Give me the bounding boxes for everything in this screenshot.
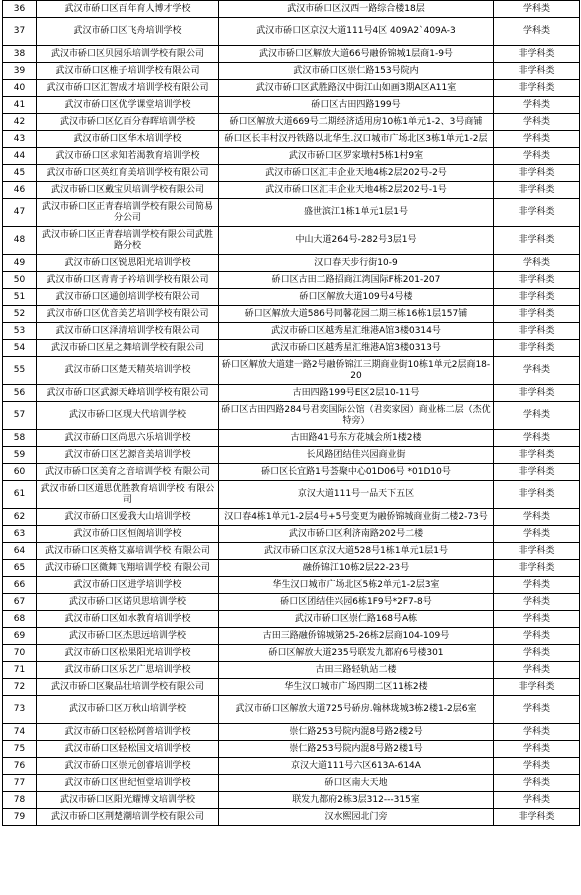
category-cell: 非学科类 <box>494 199 580 227</box>
row-number-cell: 75 <box>3 741 37 758</box>
row-number-cell: 74 <box>3 724 37 741</box>
address-cell: 武汉市硚口区汉西一路综合楼18层 <box>219 1 494 18</box>
school-name-cell: 武汉市硚口区聚品壮培训学校有限公司 <box>37 679 219 696</box>
row-number-cell: 37 <box>3 18 37 46</box>
category-cell: 学科类 <box>494 430 580 447</box>
school-name-cell: 武汉市硚口区亿百分春晖培训学校 <box>37 114 219 131</box>
category-cell: 学科类 <box>494 594 580 611</box>
school-name-cell: 武汉市硚口区爱我大山培训学校 <box>37 509 219 526</box>
school-name-cell: 武汉市硚口区锐思阳光培训学校 <box>37 255 219 272</box>
school-name-cell: 武汉市硚口区阳光耀博文培训学校 <box>37 792 219 809</box>
address-cell: 硚口区解放大道586号同馨花园二期三栋16栋1层157铺 <box>219 306 494 323</box>
school-name-cell: 武汉市硚口区星之舞培训学校有限公司 <box>37 340 219 357</box>
category-cell: 学科类 <box>494 662 580 679</box>
school-name-cell: 武汉市硚口区崇元创睿培训学校 <box>37 758 219 775</box>
address-cell: 联发九都府2栋3层312---315室 <box>219 792 494 809</box>
row-number-cell: 54 <box>3 340 37 357</box>
school-name-cell: 武汉市硚口区正青春培训学校有限公司简易分公司 <box>37 199 219 227</box>
school-name-cell: 武汉市硚口区华木培训学校 <box>37 131 219 148</box>
row-number-cell: 66 <box>3 577 37 594</box>
address-cell: 武汉市硚口区崇仁路153号院内 <box>219 63 494 80</box>
address-cell: 武汉市硚口区罗家墩村5栋1村9室 <box>219 148 494 165</box>
table-row <box>3 696 580 724</box>
address-cell: 硚口区团结佳兴园6栋1F9号*2F7-8号 <box>219 594 494 611</box>
school-name-cell: 武汉市硚口区优学课堂培训学校 <box>37 97 219 114</box>
row-number-cell: 48 <box>3 227 37 255</box>
category-cell: 学科类 <box>494 628 580 645</box>
table-row <box>3 114 580 131</box>
address-cell: 华生汉口城市广场北区5栋2单元1-2层3室 <box>219 577 494 594</box>
address-cell: 古田路41号东方花城会所1楼2楼 <box>219 430 494 447</box>
category-cell: 非学科类 <box>494 46 580 63</box>
table-row <box>3 18 580 46</box>
category-cell: 学科类 <box>494 114 580 131</box>
row-number-cell: 69 <box>3 628 37 645</box>
row-number-cell: 73 <box>3 696 37 724</box>
category-cell: 学科类 <box>494 792 580 809</box>
row-number-cell: 63 <box>3 526 37 543</box>
table-row <box>3 628 580 645</box>
category-cell: 学科类 <box>494 724 580 741</box>
address-cell: 武汉市硚口区武胜路汉中街江山如画3期A区A11室 <box>219 80 494 97</box>
address-cell: 长风路团结佳兴园商业街 <box>219 447 494 464</box>
table-row <box>3 560 580 577</box>
category-cell: 非学科类 <box>494 227 580 255</box>
category-cell: 学科类 <box>494 357 580 385</box>
school-name-cell: 武汉市硚口区乐艺广思培训学校 <box>37 662 219 679</box>
table-row <box>3 526 580 543</box>
address-cell: 古田三路融侨锦城第25-26栋2层商104-109号 <box>219 628 494 645</box>
table-row <box>3 481 580 509</box>
category-cell: 非学科类 <box>494 306 580 323</box>
row-number-cell: 78 <box>3 792 37 809</box>
row-number-cell: 47 <box>3 199 37 227</box>
table-row <box>3 385 580 402</box>
category-cell: 学科类 <box>494 148 580 165</box>
school-name-cell: 武汉市硚口区求知若渴教育培训学校 <box>37 148 219 165</box>
row-number-cell: 64 <box>3 543 37 560</box>
row-number-cell: 38 <box>3 46 37 63</box>
category-cell: 学科类 <box>494 526 580 543</box>
table-row <box>3 357 580 385</box>
category-cell: 学科类 <box>494 131 580 148</box>
table-row <box>3 809 580 826</box>
category-cell: 学科类 <box>494 97 580 114</box>
category-cell: 非学科类 <box>494 481 580 509</box>
school-name-cell: 武汉市硚口区汇智成才培训学校有限公司 <box>37 80 219 97</box>
school-name-cell: 武汉市硚口区楚天精英培训学校 <box>37 357 219 385</box>
row-number-cell: 65 <box>3 560 37 577</box>
row-number-cell: 44 <box>3 148 37 165</box>
school-name-cell: 武汉市硚口区杰思远培训学校 <box>37 628 219 645</box>
category-cell: 学科类 <box>494 577 580 594</box>
address-cell: 武汉市硚口区越秀星汇维港A馆3楼0313号 <box>219 340 494 357</box>
table-row <box>3 272 580 289</box>
table-row <box>3 447 580 464</box>
row-number-cell: 72 <box>3 679 37 696</box>
category-cell: 非学科类 <box>494 340 580 357</box>
row-number-cell: 56 <box>3 385 37 402</box>
category-cell: 非学科类 <box>494 80 580 97</box>
table-row <box>3 741 580 758</box>
row-number-cell: 79 <box>3 809 37 826</box>
table-row <box>3 775 580 792</box>
table-row <box>3 131 580 148</box>
address-cell: 硚口区古田四路284号君奕国际公馆（君奕家园）商业栋二层（杰优特旁） <box>219 402 494 430</box>
school-name-cell: 武汉市硚口区如水教育培训学校 <box>37 611 219 628</box>
row-number-cell: 62 <box>3 509 37 526</box>
table-row <box>3 430 580 447</box>
row-number-cell: 70 <box>3 645 37 662</box>
row-number-cell: 67 <box>3 594 37 611</box>
category-cell: 非学科类 <box>494 165 580 182</box>
school-name-cell: 武汉市硚口区松果阳光培训学校 <box>37 645 219 662</box>
school-name-cell: 武汉市硚口区泽清培训学校有限公司 <box>37 323 219 340</box>
category-cell: 非学科类 <box>494 543 580 560</box>
table-row <box>3 80 580 97</box>
school-name-cell: 武汉市硚口区世纪恒堂培训学校 <box>37 775 219 792</box>
address-cell: 古田三路轻轨站二楼 <box>219 662 494 679</box>
row-number-cell: 58 <box>3 430 37 447</box>
address-cell: 武汉市硚口区汇丰企业天地4栋2层202号-2号 <box>219 165 494 182</box>
school-name-cell: 武汉市硚口区百年育人博才学校 <box>37 1 219 18</box>
category-cell: 非学科类 <box>494 809 580 826</box>
row-number-cell: 53 <box>3 323 37 340</box>
row-number-cell: 57 <box>3 402 37 430</box>
school-name-cell: 武汉市硚口区优音美艺培训学校有限公司 <box>37 306 219 323</box>
address-cell: 硚口区解放大道109号4号楼 <box>219 289 494 306</box>
table-row <box>3 402 580 430</box>
row-number-cell: 71 <box>3 662 37 679</box>
row-number-cell: 77 <box>3 775 37 792</box>
address-cell: 武汉市硚口区京汉大道528号1栋1单元1层1号 <box>219 543 494 560</box>
category-cell: 非学科类 <box>494 679 580 696</box>
school-name-cell: 武汉市硚口区飞舟培训学校 <box>37 18 219 46</box>
table-row <box>3 306 580 323</box>
table-row <box>3 227 580 255</box>
address-cell: 武汉市硚口区利济南路202号二楼 <box>219 526 494 543</box>
table-row <box>3 165 580 182</box>
table-row <box>3 1 580 18</box>
row-number-cell: 39 <box>3 63 37 80</box>
table-row <box>3 148 580 165</box>
school-name-cell: 武汉市硚口区英格艾嘉培训学校 有限公司 <box>37 543 219 560</box>
row-number-cell: 43 <box>3 131 37 148</box>
address-cell: 硚口区解放大道669号二期经济适用房10栋1单元1-2、3号商铺 <box>219 114 494 131</box>
row-number-cell: 40 <box>3 80 37 97</box>
category-cell: 非学科类 <box>494 272 580 289</box>
table-row <box>3 679 580 696</box>
table-row <box>3 509 580 526</box>
table-row <box>3 255 580 272</box>
table-row <box>3 199 580 227</box>
table-row <box>3 724 580 741</box>
address-cell: 武汉市硚口区解放大道725号硚房.翰林珑城3栋2楼1-2层6室 <box>219 696 494 724</box>
school-name-cell: 武汉市硚口区戴宝贝培训学校有限公司 <box>37 182 219 199</box>
schools-table-body <box>3 1 580 826</box>
school-name-cell: 武汉市硚口区英红育美培训学校有限公司 <box>37 165 219 182</box>
address-cell: 盛世滨江1栋1单元1层1号 <box>219 199 494 227</box>
school-name-cell: 武汉市硚口区轻松国文培训学校 <box>37 741 219 758</box>
address-cell: 汉水熙园北门旁 <box>219 809 494 826</box>
address-cell: 武汉市硚口区崇仁路168号A栋 <box>219 611 494 628</box>
address-cell: 汉口春天步行街10-9 <box>219 255 494 272</box>
school-name-cell: 武汉市硚口区微舞飞翔培训学校 有限公司 <box>37 560 219 577</box>
category-cell: 非学科类 <box>494 63 580 80</box>
row-number-cell: 61 <box>3 481 37 509</box>
school-name-cell: 武汉市硚口区道思优胜教育培训学校 有限公司 <box>37 481 219 509</box>
category-cell: 非学科类 <box>494 385 580 402</box>
address-cell: 汉口春4栋1单元1-2层4号+5号变更为融侨锦城商业街二楼2-73号 <box>219 509 494 526</box>
row-number-cell: 59 <box>3 447 37 464</box>
address-cell: 崇仁路253号院内混8号路2楼2号 <box>219 724 494 741</box>
school-name-cell: 武汉市硚口区万秋山培训学校 <box>37 696 219 724</box>
category-cell: 非学科类 <box>494 464 580 481</box>
school-name-cell: 武汉市硚口区进学培训学校 <box>37 577 219 594</box>
category-cell: 非学科类 <box>494 447 580 464</box>
address-cell: 崇仁路253号院内混8号路2楼1号 <box>219 741 494 758</box>
table-row <box>3 662 580 679</box>
school-name-cell: 武汉市硚口区武源天峰培训学校有限公司 <box>37 385 219 402</box>
category-cell: 学科类 <box>494 775 580 792</box>
address-cell: 硚口区解放大道建一路2号融侨锦江三期商业街10栋1单元2层商18-20 <box>219 357 494 385</box>
row-number-cell: 41 <box>3 97 37 114</box>
school-name-cell: 武汉市硚口区恒阁培训学校 <box>37 526 219 543</box>
address-cell: 硚口区古田二路招商江湾国际F栋201-207 <box>219 272 494 289</box>
address-cell: 武汉市硚口区京汉大道111号4区 409A2`409A-3 <box>219 18 494 46</box>
row-number-cell: 46 <box>3 182 37 199</box>
school-name-cell: 武汉市硚口区椎子培训学校有限公司 <box>37 63 219 80</box>
address-cell: 硚口区长宜路1号荟聚中心01D06号 *01D10号 <box>219 464 494 481</box>
table-row <box>3 182 580 199</box>
school-name-cell: 武汉市硚口区贝园乐培训学校有限公司 <box>37 46 219 63</box>
category-cell: 学科类 <box>494 645 580 662</box>
table-row <box>3 594 580 611</box>
school-name-cell: 武汉市硚口区轻松阿普培训学校 <box>37 724 219 741</box>
address-cell: 京汉大道111号六区613A-614A <box>219 758 494 775</box>
address-cell: 硚口区长丰村汉丹铁路以北华生.汉口城市广场北区3栋1单元1-2层 <box>219 131 494 148</box>
category-cell: 学科类 <box>494 758 580 775</box>
school-name-cell: 武汉市硚口区青青子衿培训学校有限公司 <box>37 272 219 289</box>
address-cell: 古田四路199号E区2层10-11号 <box>219 385 494 402</box>
category-cell: 学科类 <box>494 18 580 46</box>
address-cell: 融侨锦江10栋2层22-23号 <box>219 560 494 577</box>
row-number-cell: 49 <box>3 255 37 272</box>
row-number-cell: 55 <box>3 357 37 385</box>
row-number-cell: 60 <box>3 464 37 481</box>
schools-table <box>2 0 580 826</box>
address-cell: 硚口区古田四路199号 <box>219 97 494 114</box>
school-name-cell: 武汉市硚口区现大代培训学校 <box>37 402 219 430</box>
table-row <box>3 97 580 114</box>
category-cell: 学科类 <box>494 255 580 272</box>
category-cell: 学科类 <box>494 696 580 724</box>
table-row <box>3 792 580 809</box>
row-number-cell: 42 <box>3 114 37 131</box>
address-cell: 硚口区南大天地 <box>219 775 494 792</box>
row-number-cell: 52 <box>3 306 37 323</box>
table-row <box>3 577 580 594</box>
table-row <box>3 645 580 662</box>
table-row <box>3 63 580 80</box>
table-row <box>3 289 580 306</box>
row-number-cell: 45 <box>3 165 37 182</box>
address-cell: 中山大道264号-282号3层1号 <box>219 227 494 255</box>
school-name-cell: 武汉市硚口区荆楚潮培训学校有限公司 <box>37 809 219 826</box>
school-name-cell: 武汉市硚口区正青春培训学校有限公司武胜路分校 <box>37 227 219 255</box>
category-cell: 学科类 <box>494 611 580 628</box>
category-cell: 非学科类 <box>494 323 580 340</box>
address-cell: 京汉大道111号一品天下五区 <box>219 481 494 509</box>
row-number-cell: 36 <box>3 1 37 18</box>
address-cell: 硚口区解放大道235号联发九都府6号楼301 <box>219 645 494 662</box>
school-name-cell: 武汉市硚口区诺贝思培训学校 <box>37 594 219 611</box>
address-cell: 华生汉口城市广场四期二区11栋2楼 <box>219 679 494 696</box>
category-cell: 非学科类 <box>494 289 580 306</box>
table-row <box>3 323 580 340</box>
address-cell: 武汉市硚口区解放大道66号融侨锦城1层商1-9号 <box>219 46 494 63</box>
table-row <box>3 464 580 481</box>
row-number-cell: 51 <box>3 289 37 306</box>
row-number-cell: 76 <box>3 758 37 775</box>
table-row <box>3 46 580 63</box>
address-cell: 武汉市硚口区汇丰企业天地4栋2层202号-1号 <box>219 182 494 199</box>
category-cell: 学科类 <box>494 509 580 526</box>
table-row <box>3 340 580 357</box>
table-row <box>3 611 580 628</box>
category-cell: 学科类 <box>494 402 580 430</box>
school-name-cell: 武汉市硚口区艺源音美培训学校 <box>37 447 219 464</box>
category-cell: 学科类 <box>494 741 580 758</box>
school-name-cell: 武汉市硚口区通创培训学校有限公司 <box>37 289 219 306</box>
table-row <box>3 758 580 775</box>
school-name-cell: 武汉市硚口区尚思六乐培训学校 <box>37 430 219 447</box>
category-cell: 非学科类 <box>494 560 580 577</box>
category-cell: 非学科类 <box>494 182 580 199</box>
row-number-cell: 50 <box>3 272 37 289</box>
table-row <box>3 543 580 560</box>
category-cell: 学科类 <box>494 1 580 18</box>
row-number-cell: 68 <box>3 611 37 628</box>
school-name-cell: 武汉市硚口区美育之音培训学校 有限公司 <box>37 464 219 481</box>
address-cell: 武汉市硚口区越秀星汇维港A馆3楼0314号 <box>219 323 494 340</box>
